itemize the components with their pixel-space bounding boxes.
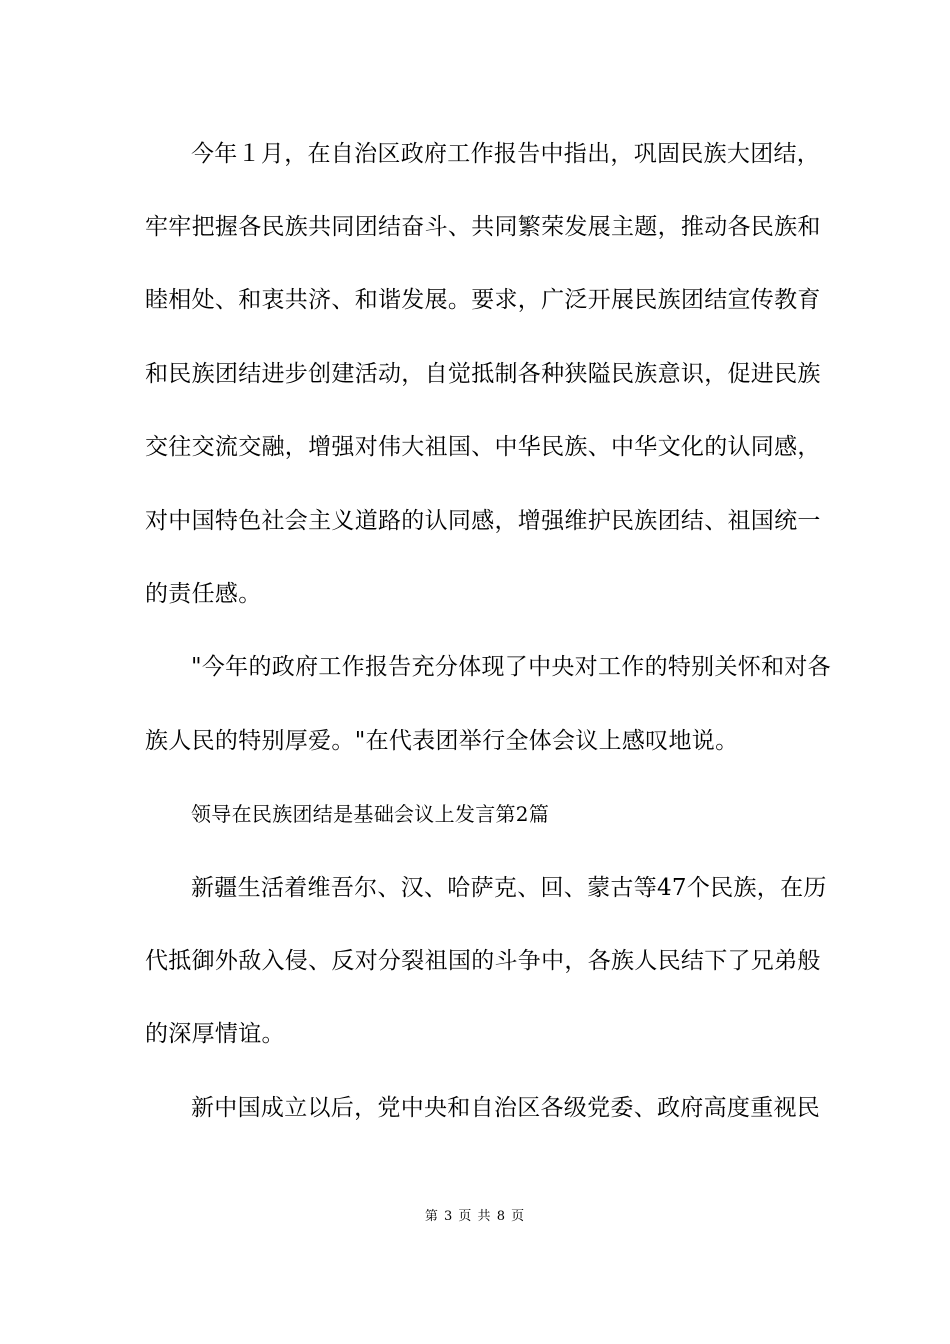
paragraph-1-line-3: 睦相处、和衷共济、和谐发展。要求，广泛开展民族团结宣传教育 [145, 287, 821, 313]
paragraph-3-line-2: 代抵御外敌入侵、反对分裂祖国的斗争中，各族人民结下了兄弟般 [145, 948, 821, 974]
paragraph-2-line-1: "今年的政府工作报告充分体现了中央对工作的特别关怀和对各 [191, 654, 831, 680]
paragraph-1-line-1: 今年１月，在自治区政府工作报告中指出，巩固民族大团结， [191, 141, 821, 167]
paragraph-4-line-1: 新中国成立以后，党中央和自治区各级党委、政府高度重视民 [191, 1095, 821, 1121]
paragraph-2-line-2: 族人民的特别厚爱。"在代表团举行全体会议上感叹地说。 [145, 728, 739, 754]
section-heading: 领导在民族团结是基础会议上发言第2篇 [191, 802, 550, 826]
paragraph-1-line-6: 对中国特色社会主义道路的认同感，增强维护民族团结、祖国统一 [145, 508, 821, 534]
paragraph-1-line-4: 和民族团结进步创建活动，自觉抵制各种狭隘民族意识，促进民族 [145, 361, 821, 387]
page-number-footer: 第 3 页 共 8 页 [424, 1209, 526, 1224]
paragraph-3-line-1: 新疆生活着维吾尔、汉、哈萨克、回、蒙古等47个民族，在历 [191, 875, 827, 901]
paragraph-1-line-2: 牢牢把握各民族共同团结奋斗、共同繁荣发展主题，推动各民族和 [145, 214, 821, 240]
paragraph-1-line-5: 交往交流交融，增强对伟大祖国、中华民族、中华文化的认同感， [145, 434, 821, 460]
paragraph-1-line-7: 的责任感。 [145, 581, 262, 607]
paragraph-3-line-3: 的深厚情谊。 [145, 1021, 285, 1047]
